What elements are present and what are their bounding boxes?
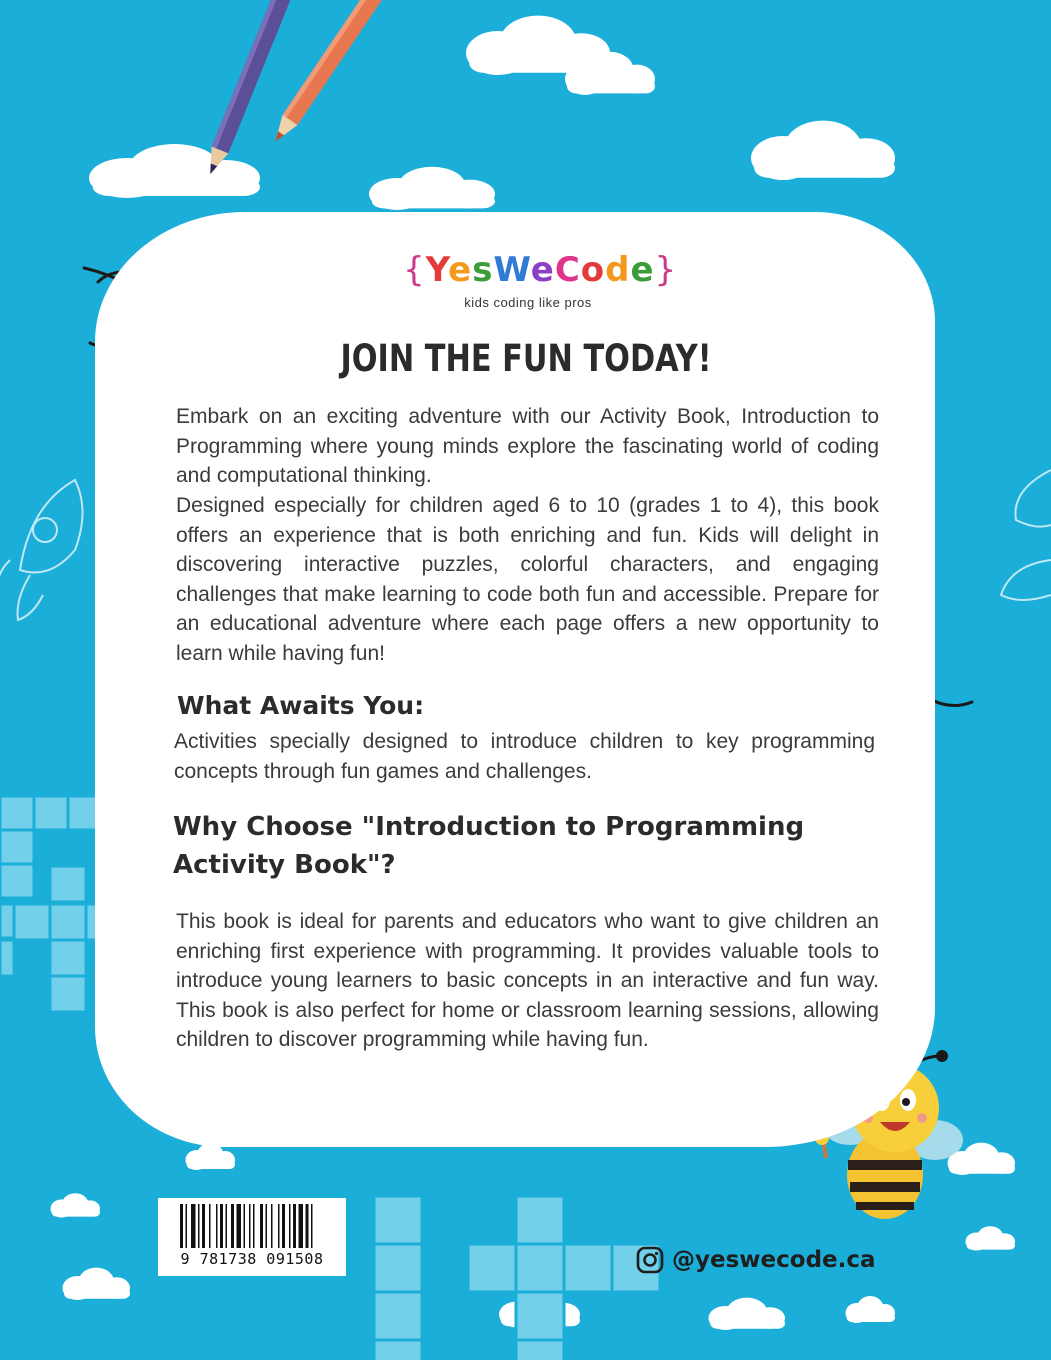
- barcode-bar: [299, 1204, 304, 1248]
- logo-letter: e: [448, 250, 473, 290]
- logo-letter: e: [630, 250, 655, 290]
- page-title: JOIN THE FUN TODAY!: [340, 337, 712, 380]
- barcode-bar: [198, 1204, 200, 1248]
- barcode-bar: [311, 1204, 313, 1248]
- barcode-bar: [293, 1204, 296, 1248]
- logo-letter: e: [530, 250, 555, 290]
- cloud-icon: [966, 1226, 1016, 1250]
- cloud-icon: [63, 1268, 131, 1300]
- barcode-bar: [226, 1204, 228, 1248]
- logo-letter: d: [605, 250, 631, 290]
- cloud-icon: [51, 1193, 101, 1217]
- barcode-bar: [282, 1204, 285, 1248]
- barcode-bar: [237, 1204, 242, 1248]
- cloud-icon: [751, 121, 895, 180]
- logo-letter: o: [580, 250, 606, 290]
- isbn-barcode: [158, 1198, 346, 1276]
- logo-wordmark: {YesWeCode}: [403, 250, 678, 290]
- yeswecode-logo: [403, 250, 678, 314]
- crossword-grid-left-icon: [0, 796, 106, 1012]
- barcode-bar: [220, 1204, 223, 1248]
- barcode-bar: [180, 1204, 183, 1248]
- barcode-bar: [266, 1204, 268, 1248]
- intro-paragraph-2: Designed especially for children aged 6 to 10 (grades 1 to 4), this book offers an experience that is both enriching and fun. Kids will delight in discovering interactive puzzles, colorful characters, and engaging challenges that make learning to code both fun and accessible. Prepare for an educational adventure where each page offers a new opportunity to learn while having fun!: [176, 494, 879, 665]
- barcode-bar: [253, 1204, 255, 1248]
- barcode-bars: [158, 1198, 346, 1250]
- barcode-bar: [202, 1204, 205, 1248]
- barcode-bar: [289, 1204, 291, 1248]
- barcode-bar: [244, 1204, 246, 1248]
- rocket-doodle-icon: [1001, 470, 1051, 600]
- barcode-bar: [260, 1204, 263, 1248]
- barcode-bar: [216, 1204, 218, 1248]
- barcode-bar: [209, 1204, 211, 1248]
- why-choose-heading: Why Choose "Introduction to Programming Activity Book"?: [173, 812, 805, 880]
- orange-pencil-icon: [268, 0, 398, 147]
- social-handle-row: [636, 1242, 876, 1278]
- purple-pencil-icon: [202, 0, 296, 177]
- logo-letter: W: [493, 250, 531, 290]
- cloud-icon: [846, 1296, 896, 1323]
- logo-letter: C: [554, 250, 581, 290]
- cloud-icon: [186, 1143, 236, 1170]
- barcode-bar: [278, 1204, 280, 1248]
- why-choose-text: This book is ideal for parents and educators who want to give children an enriching first experience with programming. It provides valuable tools to introduce young learners to basic concepts in an interactive and fun way. This book is also perfect for home or classroom learning sessions, allowing children to discover programming while having fun.: [176, 910, 879, 1052]
- logo-tagline: kids coding like pros: [464, 295, 592, 310]
- barcode-bar: [231, 1204, 234, 1248]
- intro-paragraph-1: Embark on an exciting adventure with our Activity Book, Introduction to Programming where young minds explore the fascinating world of coding and computational thinking.: [176, 405, 879, 488]
- cloud-icon: [89, 144, 260, 198]
- cloud-icon: [369, 167, 495, 210]
- what-awaits-heading: What Awaits You:: [177, 691, 425, 720]
- barcode-bar: [191, 1204, 196, 1248]
- what-awaits-text: Activities specially designed to introduce children to key programming concepts through fun games and challenges.: [174, 730, 875, 783]
- barcode-bar: [306, 1204, 309, 1248]
- instagram-icon: [636, 1246, 664, 1274]
- logo-letter: Y: [425, 250, 449, 290]
- cloud-icon: [709, 1298, 786, 1330]
- barcode-bar: [186, 1204, 188, 1248]
- logo-letter: s: [472, 250, 494, 290]
- rocket-doodle-icon: [0, 480, 83, 620]
- barcode-digits: 9 781738 091508: [180, 1250, 324, 1268]
- barcode-bar: [249, 1204, 251, 1248]
- social-handle-text: @yeswecode.ca: [672, 1247, 876, 1273]
- barcode-bar: [271, 1204, 273, 1248]
- crossword-grid-bottom-icon: [374, 1196, 660, 1360]
